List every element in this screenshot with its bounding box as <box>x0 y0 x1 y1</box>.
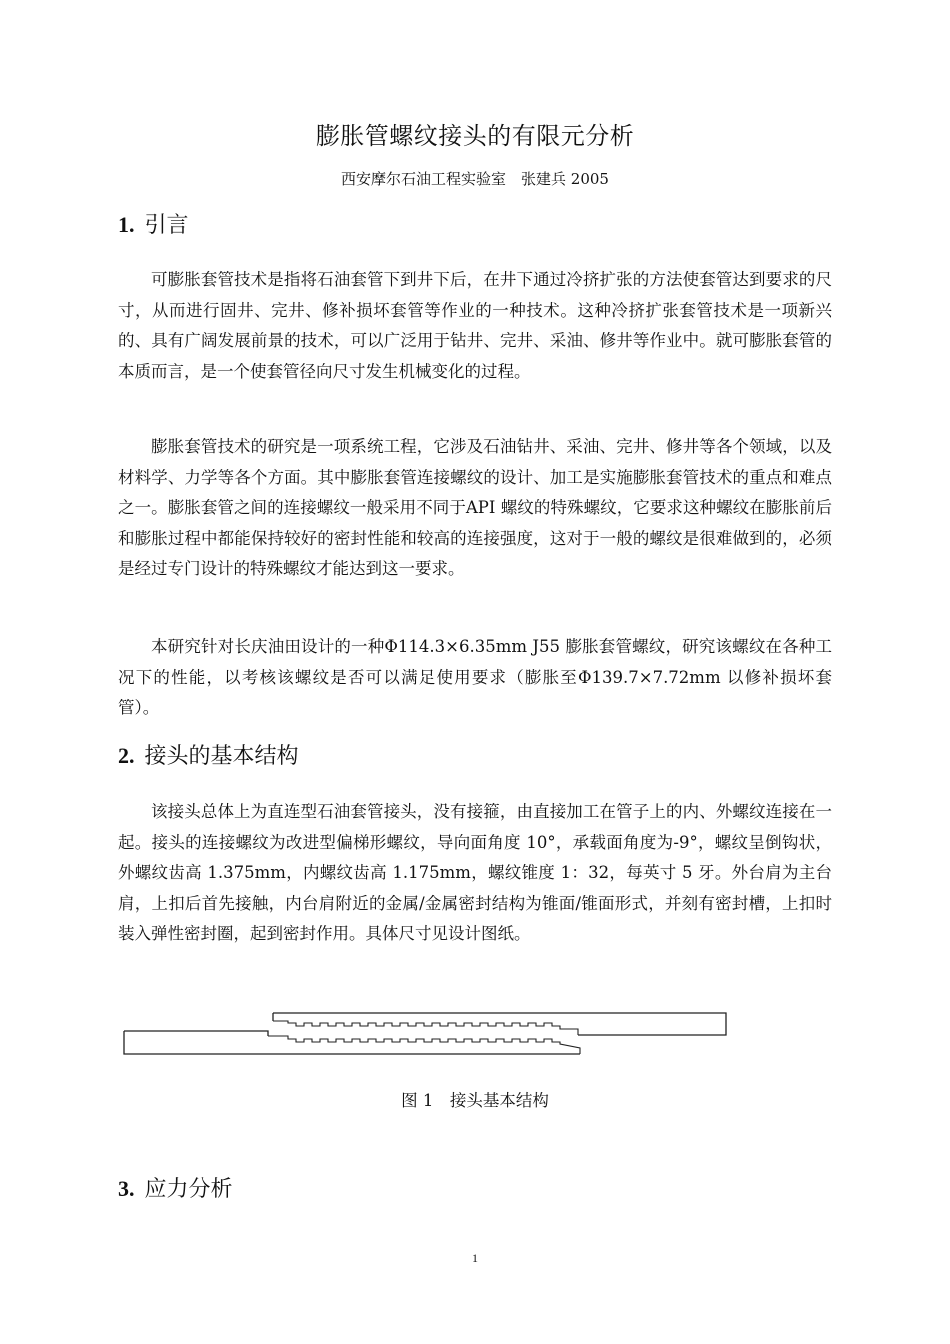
section-number: 2. <box>118 743 135 768</box>
paragraph-4: 该接头总体上为直连型石油套管接头，没有接箍，由直接加工在管子上的内、外螺纹连接在一起。接头的连接螺纹为改进型偏梯形螺纹，导向面角度 10°，承载面角度为-9°，螺纹呈倒钩状，外螺纹齿高 1.375mm，内螺纹齿高 1.175mm，螺纹锥度 1：32，每英寸 5 牙。外台肩为主台肩，上扣后首先接触，内台肩附近的金属/金属密封结构为锥面/锥面形式，并刻有密封槽，上扣时装入弹性密封圈，起到密封作用。具体尺寸见设计图纸。 <box>118 802 832 943</box>
section-number: 1. <box>118 212 135 237</box>
section-heading-3 <box>118 1172 233 1203</box>
section-heading-1 <box>118 208 189 239</box>
joint-structure-figure <box>118 1004 732 1064</box>
section-title: 应力分析 <box>144 1177 233 1202</box>
page-number: 1 <box>472 1251 478 1265</box>
paragraph-1: 可膨胀套管技术是指将石油套管下到井下后，在井下通过冷挤扩张的方法使套管达到要求的尺寸，从而进行固井、完井、修补损坏套管等作业的一种技术。这种冷挤扩张套管技术是一项新兴的、具有广阔发展前景的技术，可以广泛用于钻井、完井、采油、修井等作业中。就可膨胀套管的本质而言，是一个使套管径向尺寸发生机械变化的过程。 <box>118 270 832 381</box>
section-title: 引言 <box>144 213 189 238</box>
section-heading-2 <box>118 739 299 770</box>
author-affiliation: 西安摩尔石油工程实验室 张建兵 2005 <box>341 170 609 188</box>
paragraph-2: 膨胀套管技术的研究是一项系统工程，它涉及石油钻井、采油、完井、修井等各个领域，以及材料学、力学等各个方面。其中膨胀套管连接螺纹的设计、加工是实施膨胀套管技术的重点和难点之一。膨胀套管之间的连接螺纹一般采用不同于API 螺纹的特殊螺纹，它要求这种螺纹在膨胀前后和膨胀过程中都能保持较好的密封性能和较高的连接强度，这对于一般的螺纹是很难做到的，必须是经过专门设计的特殊螺纹才能达到这一要求。 <box>118 437 832 578</box>
figure-caption: 图 1 接头基本结构 <box>401 1091 549 1110</box>
section-title: 接头的基本结构 <box>144 744 299 769</box>
paper-title: 膨胀管螺纹接头的有限元分析 <box>315 122 635 150</box>
paragraph-3: 本研究针对长庆油田设计的一种Φ114.3×6.35mm J55 膨胀套管螺纹，研究该螺纹在各种工况下的性能，以考核该螺纹是否可以满足使用要求（膨胀至Φ139.7×7.72mm 以修补损坏套管）。 <box>118 637 832 717</box>
section-number: 3. <box>118 1176 135 1201</box>
